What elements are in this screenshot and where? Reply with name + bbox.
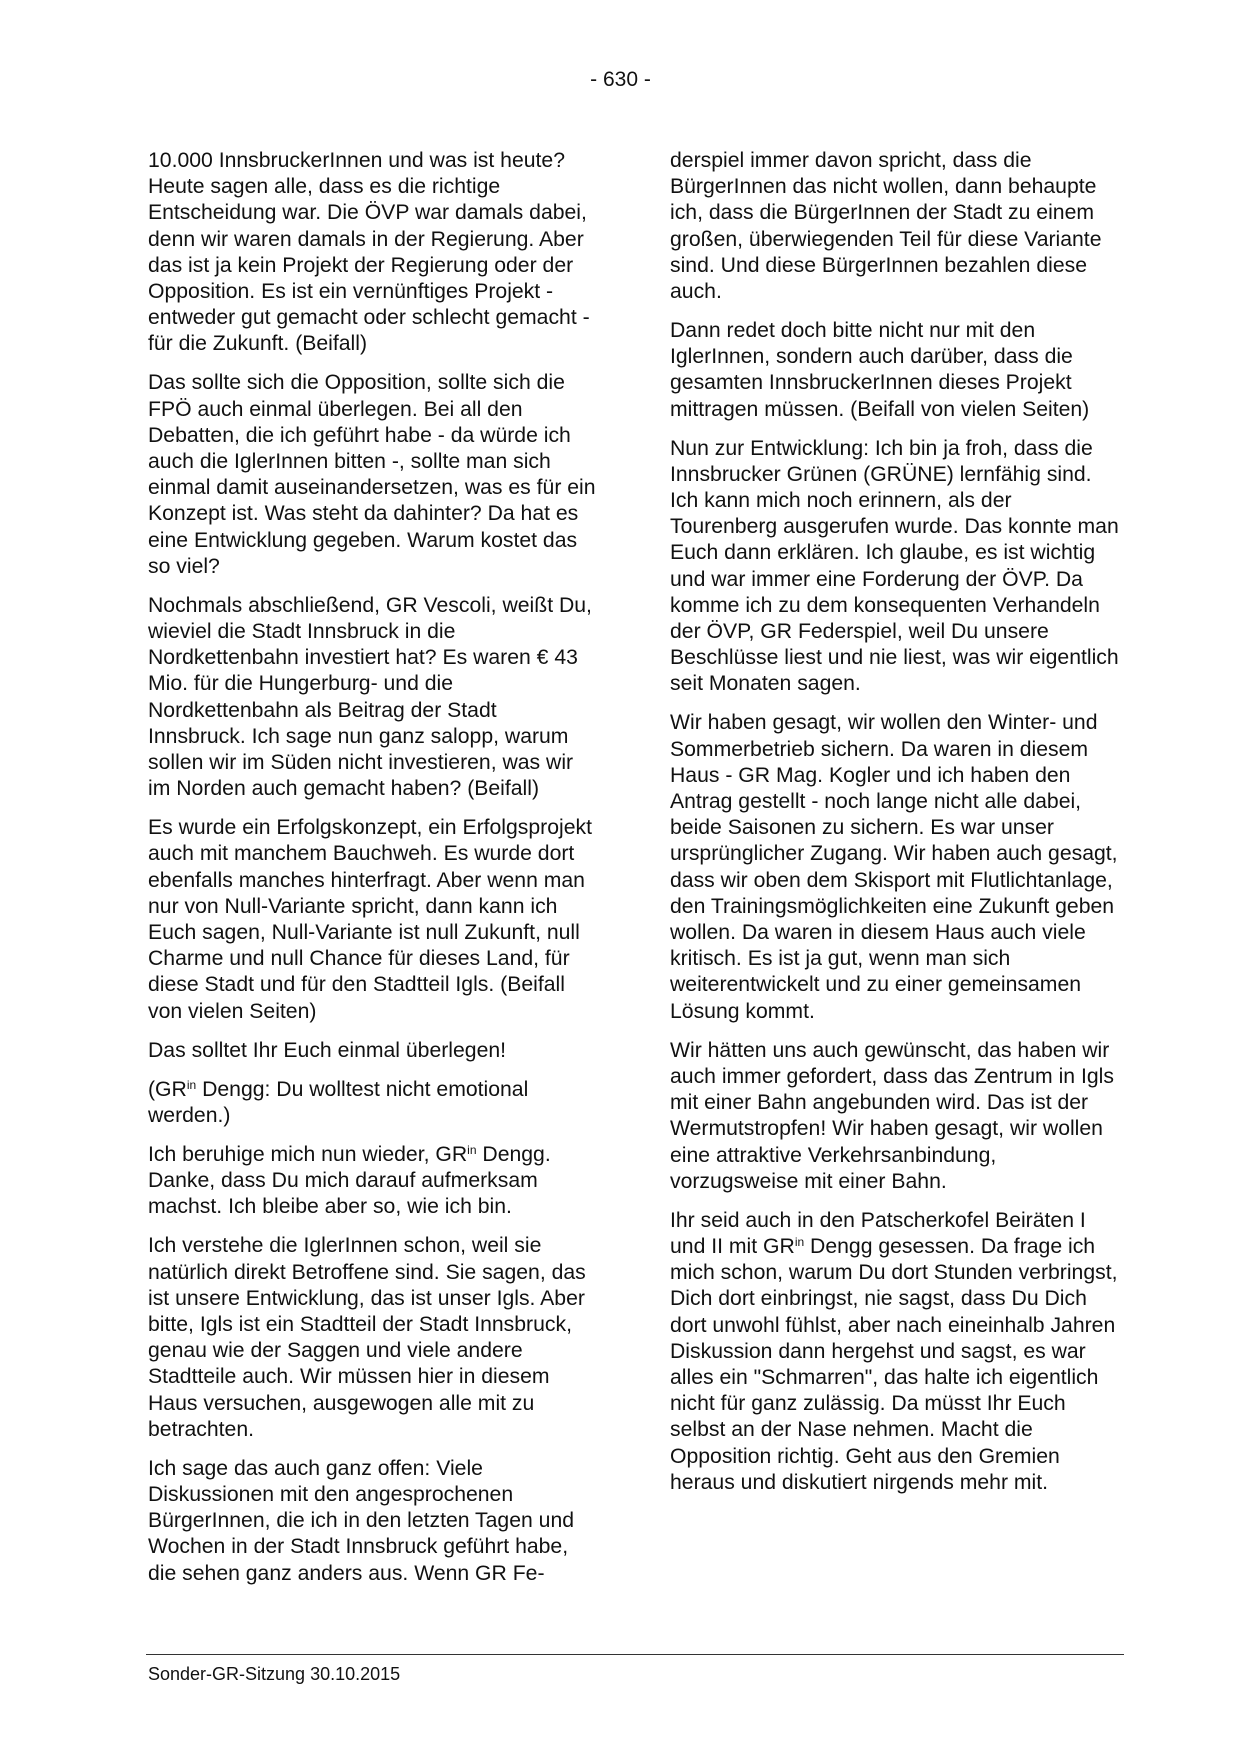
- paragraph: Nochmals abschließend, GR Vescoli, weißt Du, wieviel die Stadt Innsbruck in die Nordkettenbahn investiert hat? Es waren € 43 Mio. für die Hungerburg- und die Nordkettenbahn als Beitrag der Stadt Innsbruck. Ich sage nun ganz salopp, warum sollen wir im Süden nicht investieren, was wir im Norden auch gemacht haben? (Beifall): [148, 593, 592, 801]
- text-segment: Ihr seid auch in den Patscherkofel Beiräten I und II mit GR: [670, 1208, 1086, 1258]
- left-text-column: [148, 148, 598, 1600]
- paragraph: Ich verstehe die IglerInnen schon, weil sie natürlich direkt Betroffene sind. Sie sagen, das ist unsere Entwicklung, das ist unser Igls. Aber bitte, Igls ist ein Stadtteil der Stadt Innsbruck, genau wie der Saggen und viele andere Stadtteile auch. Wir müssen hier in diesem Haus versuchen, ausgewogen alle mit zu betrachten.: [148, 1234, 586, 1441]
- text-segment: (GR: [148, 1077, 187, 1101]
- footer-divider: [146, 1654, 1124, 1655]
- paragraph: Dann redet doch bitte nicht nur mit den IglerInnen, sondern auch darüber, dass die gesamten InnsbruckerInnen dieses Projekt mittragen müssen. (Beifall von vielen Seiten): [670, 319, 1090, 421]
- paragraph: Wir hätten uns auch gewünscht, das haben wir auch immer gefordert, dass das Zentrum in Igls mit einer Bahn angebunden wird. Das ist der Wermutstropfen! Wir haben gesagt, wir wollen eine attraktive Verkehrsanbindung, vorzugsweise mit einer Bahn.: [670, 1038, 1114, 1193]
- paragraph: Das solltet Ihr Euch einmal überlegen!: [148, 1038, 507, 1062]
- paragraph: Ich sage das auch ganz offen: Viele Diskussionen mit den angesprochenen BürgerInnen, die ich in den letzten Tagen und Wochen in der Stadt Innsbruck geführt habe, die sehen ganz anders aus. Wenn GR Fe-: [148, 1456, 575, 1585]
- text-segment: Dengg. Danke, dass Du mich darauf aufmerksam machst. Ich bleibe aber so, wie ich bin.: [148, 1142, 551, 1219]
- paragraph: [148, 1142, 598, 1221]
- footer-session-label: Sonder-GR-Sitzung 30.10.2015: [148, 1664, 401, 1684]
- paragraph: 10.000 InnsbruckerInnen und was ist heute? Heute sagen alle, dass es die richtige Entscheidung war. Die ÖVP war damals dabei, denn wir waren damals in der Regierung. Aber das ist ja kein Projekt der Regierung oder der Opposition. Es ist ein vernünftiges Projekt - entweder gut gemacht oder schlecht gemacht - für die Zukunft. (Beifall): [148, 149, 590, 356]
- paragraph: Wir haben gesagt, wir wollen den Winter- und Sommerbetrieb sichern. Da waren in diesem Haus - GR Mag. Kogler und ich haben den Antrag gestellt - noch lange nicht alle dabei, beide Saisonen zu sichern. Es war unser ursprünglicher Zugang. Wir haben auch gesagt, dass wir oben dem Skisport mit Flutlichtanlage, den Trainingsmöglichkeiten eine Zukunft geben wollen. Da waren in diesem Haus auch viele kritisch. Es ist ja gut, wenn man sich weiterentwickelt und zu einer gemeinsamen Lösung kommt.: [670, 711, 1118, 1023]
- paragraph: Nun zur Entwicklung: Ich bin ja froh, dass die Innsbrucker Grünen (GRÜNE) lernfähig sind. Ich kann mich noch erinnern, als der Tourenberg ausgerufen wurde. Das konnte man Euch dann erklären. Ich glaube, es ist wichtig und war immer eine Forderung der ÖVP. Da komme ich zu dem konsequenten Verhandeln der ÖVP, GR Federspiel, weil Du unsere Beschlüsse liest und nie liest, was wir eigentlich seit Monaten sagen.: [670, 436, 1119, 696]
- paragraph: derspiel immer davon spricht, dass die BürgerInnen das nicht wollen, dann behaupte ich, dass die BürgerInnen der Stadt zu einem großen, überwiegenden Teil für diese Variante sind. Und diese BürgerInnen bezahlen diese auch.: [670, 149, 1102, 304]
- superscript: in: [186, 1077, 197, 1092]
- text-segment: Dengg: Du wolltest nicht emotional werden.): [148, 1077, 529, 1127]
- page-number: - 630 -: [590, 68, 651, 91]
- text-segment: Ich beruhige mich nun wieder, GR: [148, 1142, 468, 1166]
- right-text-column: [670, 148, 1120, 1509]
- paragraph: [670, 1208, 1120, 1496]
- text-segment: Dengg gesessen. Da frage ich mich schon, warum Du dort Stunden verbringst, Dich dort einbringst, nie sagst, dass Du Dich dort unwohl fühlst, aber nach eineinhalb Jahren Diskussion dann hergehst und sagst, es war alles ein "Schmarren", das halte ich eigentlich nicht für ganz zulässig. Da müsst Ihr Euch selbst an der Nase nehmen. Macht die Opposition richtig. Geht aus den Gremien heraus und diskutiert nirgends mehr mit.: [670, 1234, 1118, 1494]
- interjection-paragraph: [148, 1077, 598, 1129]
- paragraph: Es wurde ein Erfolgskonzept, ein Erfolgsprojekt auch mit manchem Bauchweh. Es wurde dort ebenfalls manches hinterfragt. Aber wenn man nur von Null-Variante spricht, dann kann ich Euch sagen, Null-Variante ist null Zukunft, null Charme und null Chance für dieses Land, für diese Stadt und für den Stadtteil Igls. (Beifall von vielen Seiten): [148, 816, 592, 1023]
- superscript: in: [794, 1234, 805, 1249]
- paragraph: Das sollte sich die Opposition, sollte sich die FPÖ auch einmal überlegen. Bei all den Debatten, die ich geführt habe - da würde ich auch die IglerInnen bitten -, sollte man sich einmal damit auseinandersetzen, was es für ein Konzept ist. Was steht da dahinter? Da hat es eine Entwicklung gegeben. Warum kostet das so viel?: [148, 371, 596, 578]
- superscript: in: [467, 1142, 477, 1157]
